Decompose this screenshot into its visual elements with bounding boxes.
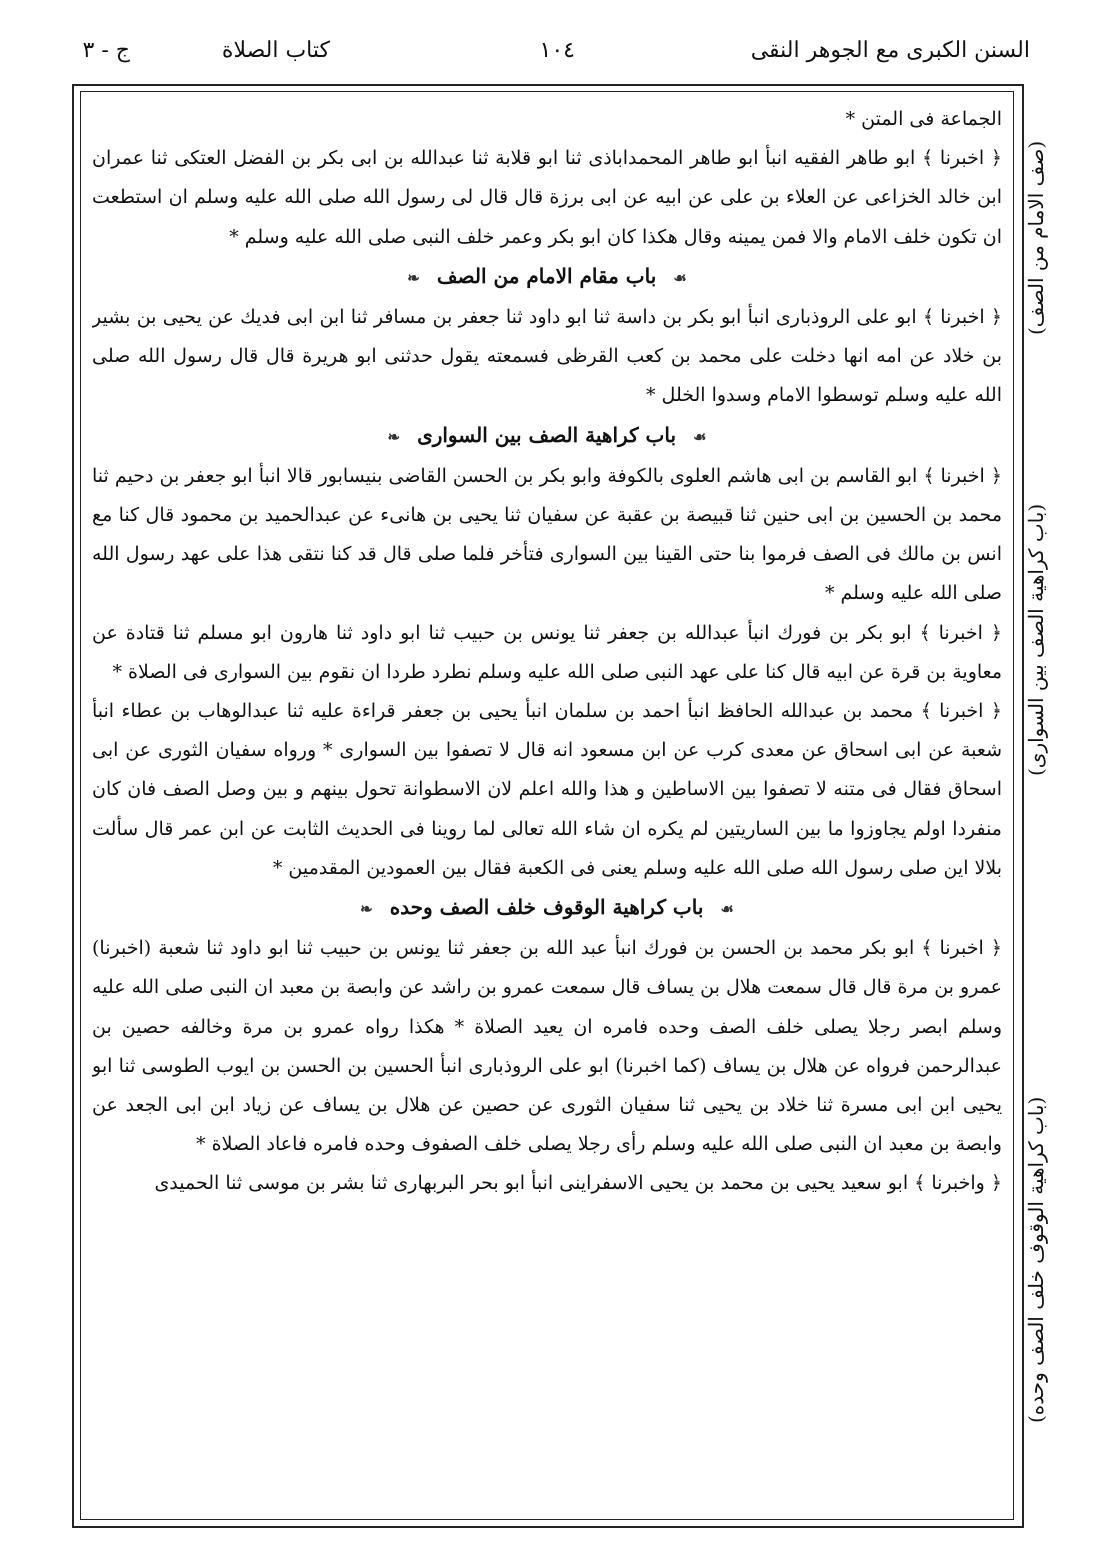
ornament-icon: ☙ [693,427,707,446]
chapter-heading [92,888,1002,929]
volume-label: ج - ٣ [82,38,130,63]
margin-note-1: (صف الامام من الصف) [1024,140,1048,336]
paragraph: ﴿ اخبرنا ﴾ ابو القاسم بن ابى هاشم العلوى بالكوفة وابو بكر بن الحسن القاضى بنيسابور قالا انبأ ابو جعفر بن دحيم ثنا محمد بن الحسين بن ابى حنين ثنا قبيصة بن عقبة عن سفيان ثنا يحيى بن هانىء عن عبدالحميد بن محمود قال كنا مع انس بن مالك فى الصف فرموا بنا حتى القينا بين السوارى فتأخر فلما صلى قال قد كنا نتقى هذا على عهد رسول الله صلى الله عليه وسلم * [92,464,1002,605]
paragraph: ﴿ واخبرنا ﴾ ابو سعيد يحيى بن محمد بن يحيى الاسفراينى انبأ ابو بحر البربهارى ثنا بشر بن موسى ثنا الحميدى [154,1172,1002,1195]
paragraph: ﴿ اخبرنا ﴾ ابو بكر محمد بن الحسن بن فورك انبأ عبد الله بن جعفر ثنا يونس بن حبيب ثنا ابو داود ثنا شعبة (اخبرنا) عمرو بن مرة قال قال سمعت هلال بن يساف قال سمعت عمرو بن راشد عن وابصة بن معبد ان النبى صلى الله عليه وسلم ابصر رجلا يصلى خلف الصف وحده فامره ان يعيد الصلاة * هكذا رواه عمرو بن مرة وخالفه حصين بن عبدالرحمن فرواه عن هلال بن يساف (كما اخبرنا) ابو على الروذبارى انبأ الحسين بن الحسن بن ايوب الطوسى ثنا ابو يحيى ابن ابى مسرة ثنا خلاد بن يحيى ثنا سفيان الثورى عن حصين عن هلال بن يساف عن زياد ابن ابى الجعد عن وابصة بن معبد ان النبى صلى الله عليه وسلم رأى رجلا يصلى خلف الصفوف وحده فامره فاعاد الصلاة * [92,937,1002,1156]
chapter-heading [92,416,1002,457]
main-text [92,100,1002,1510]
margin-note-2: (باب كراهية الصف بين السوارى) [1024,503,1048,777]
chapter-heading [92,257,1002,298]
ornament-icon: ☙ [673,268,687,287]
chapter-heading-text: باب مقام الامام من الصف [436,263,657,288]
page-header [40,38,1030,80]
ornament-icon: ☙ [720,900,734,919]
paragraph: ﴿ اخبرنا ﴾ ابو بكر بن فورك انبأ عبدالله بن جعفر ثنا يونس بن حبيب ثنا ابو داود ثنا هارون ابو مسلم ثنا قتادة عن معاوية بن قرة عن ابيه قال كنا على عهد النبى صلى الله عليه وسلم نطرد طردا ان نقوم بين السوارى فى الصلاة * [92,621,1002,683]
chapter-heading-text: باب كراهية الصف بين السوارى [417,422,677,447]
page-number: ١٠٤ [539,38,575,63]
chapter-heading-text: باب كراهية الوقوف خلف الصف وحده [389,895,704,920]
paragraph: ﴿ اخبرنا ﴾ ابو على الروذبارى انبأ ابو بكر بن داسة ثنا ابو داود ثنا جعفر بن مسافر ثنا ابن ابى فديك عن يحيى بن بشير بن خلاد عن امه انها دخلت على محمد بن كعب القرظى فسمعته يقول حدثنى ابو هريرة قال قال رسول الله صلى الله عليه وسلم توسطوا الامام وسدوا الخلل * [92,306,1002,407]
margin-note-3: (باب كراهية الوقوف خلف الصف وحده) [1024,1096,1048,1424]
ornament-icon: ❧ [407,268,420,287]
ornament-icon: ❧ [387,427,401,446]
ornament-icon: ❧ [360,900,373,919]
section-title: كتاب الصلاة [221,38,330,63]
book-title: السنن الكبرى مع الجوهر النقى [750,38,1030,63]
paragraph: ﴿ اخبرنا ﴾ محمد بن عبدالله الحافظ انبأ احمد بن سلمان انبأ يحيى بن جعفر قراءة عليه ثنا عبدالوهاب بن عطاء انبأ شعبة عن ابى اسحاق عن معدى كرب عن ابن مسعود انه قال لا تصفوا بين السوارى * ورواه سفيان الثورى عن ابى اسحاق فقال فى متنه لا تصفوا بين الاساطين و هذا والله اعلم لان الاسطوانة تحول بينهم و بين وصل الصف فان كان منفردا اولم يجاوزوا ما بين الساريتين لم يكره ان شاء الله تعالى لما روينا فى الحديث الثابت عن ابن عمر قال سألت بلالا اين صلى رسول الله صلى الله عليه وسلم يعنى فى الكعبة فقال بين العمودين المقدمين * [92,700,1002,879]
paragraph: ﴿ اخبرنا ﴾ ابو طاهر الفقيه انبأ ابو طاهر المحمداباذى ثنا ابو قلابة ثنا عبدالله بن ابى بكر بن الفضل العتكى ثنا عمران ابن خالد الخزاعى عن العلاء بن على عن ابيه عن ابى برزة قال قال لى رسول الله صلى الله عليه وسلم ان استطعت ان تكون خلف الامام والا فمن يمينه وقال هكذا كان ابو بكر وعمر خلف النبى صلى الله عليه وسلم * [92,147,1002,248]
paragraph: الجماعة فى المتن * [845,108,1002,130]
